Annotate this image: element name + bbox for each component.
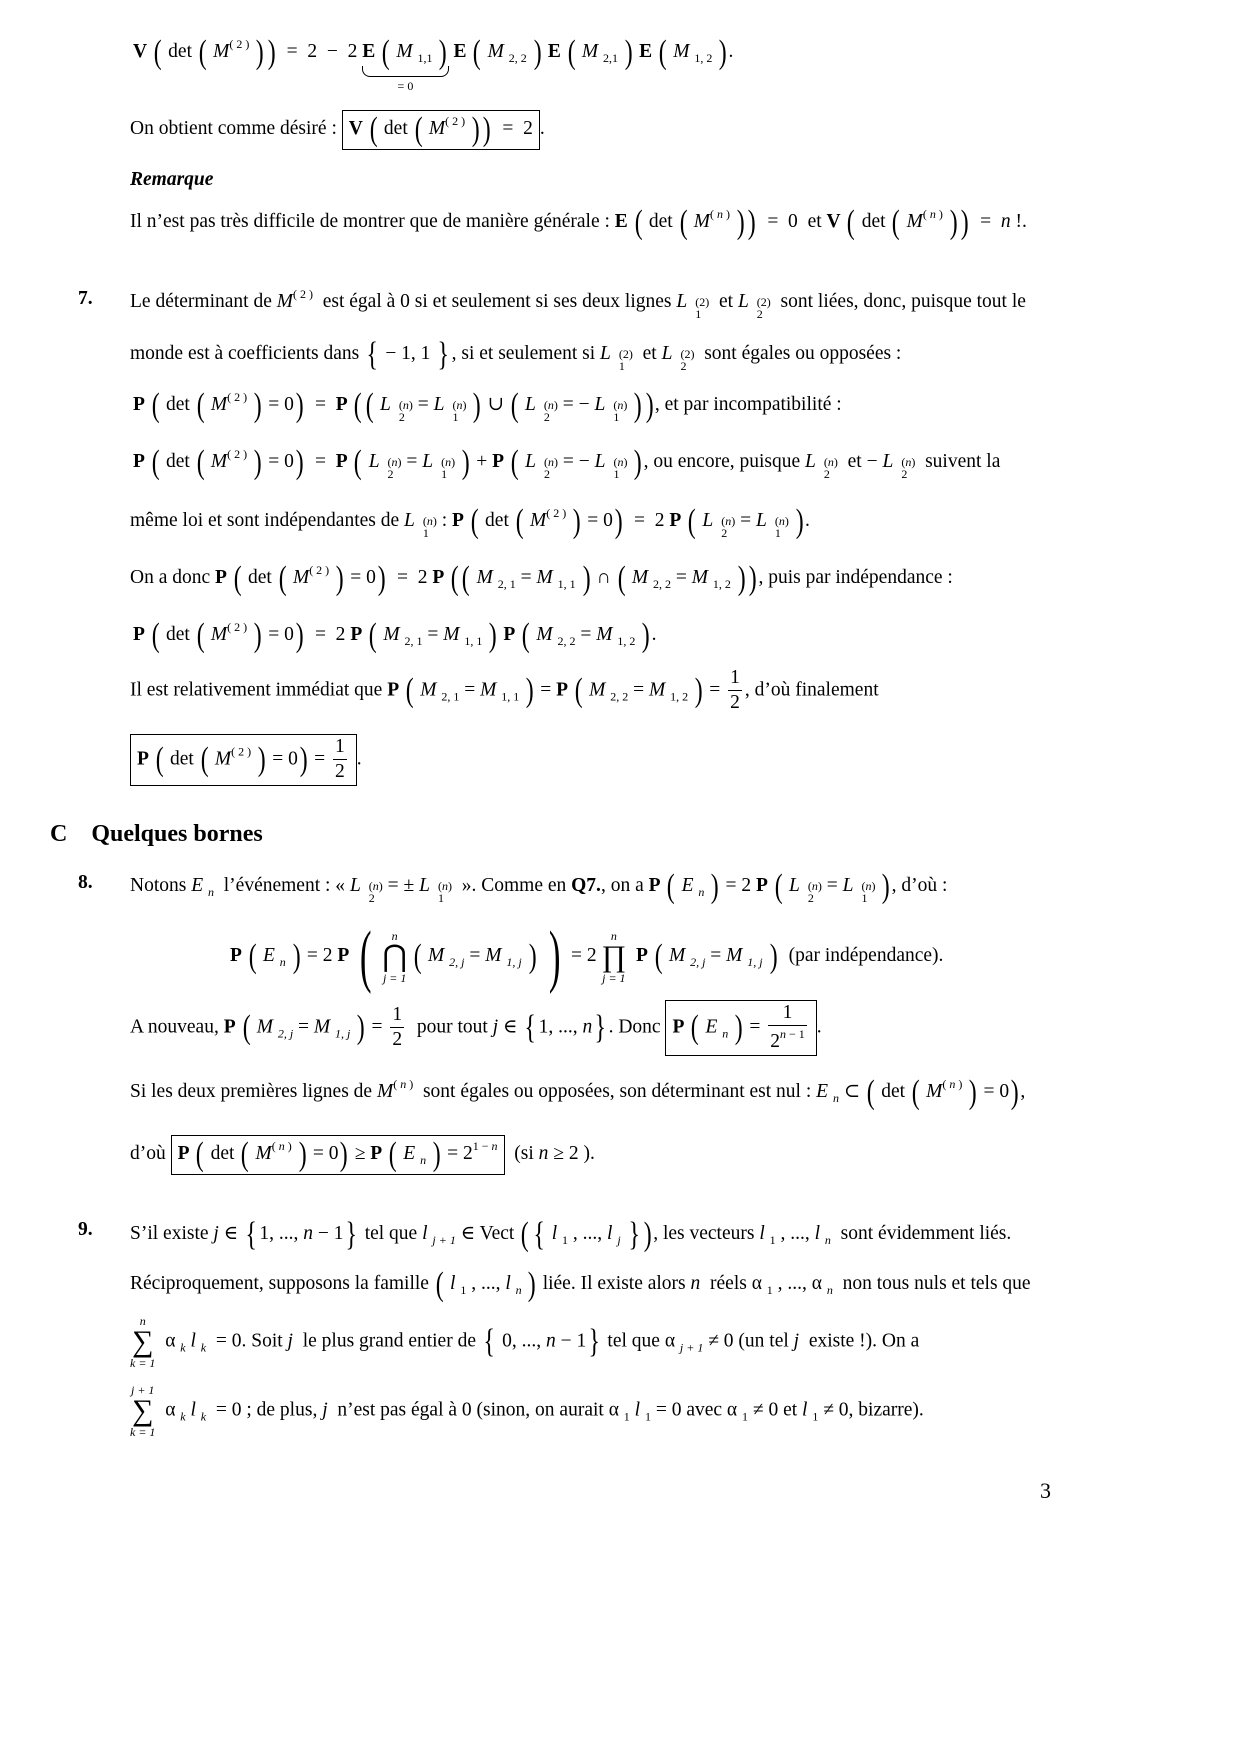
q9-line-2: Réciproquement, supposons la famille ( l $_1$ , ..., l $_n$ ) liée. Il existe alors n réels α $_1$ , ..., α $_n$ non tous nuls et tels que — [130, 1266, 1031, 1303]
q8-a-nouveau: A nouveau, P ( M $_{2, j}$ = M $_{1, j}$ ) = $\frac{1}{2}$ pour tout j ∈ { 1, ..., n} . Donc P ( E $_n$ ) = $\frac{1}{2^{n - 1}}$ . — [130, 1000, 822, 1056]
remarque-text: Il n’est pas très difficile de montrer que de manière générale : — [130, 211, 610, 232]
q7-text-c: sont liées, donc, puisque tout le — [780, 291, 1026, 312]
q8-q7-reference: Q7. — [571, 875, 601, 896]
q9-telque-text: tel que — [607, 1330, 660, 1352]
q7-incompat-text: , et par incompatibilité : — [654, 394, 842, 415]
q7-douf-text: , d’où finalement — [744, 679, 879, 701]
q7-onadonc-text: On a donc — [130, 567, 211, 588]
q9-line-4: j + 1 ∑ k = 1 α $_k$ l $_k$ = 0 ; de plus, j n’est pas égal à 0 (sinon, on aurait α $_1$ l $_1$ = 0 avec α $_1$ ≠ 0 et l $_1$ ≠ 0, bizarre). — [130, 1383, 924, 1439]
q8-dou2-text: d’où — [130, 1143, 166, 1164]
q7-line-2: monde est à coefficients dans { − 1, 1 } , si et seulement si L (2) 1 et L (2) 2 sont égales ou opposées : — [130, 336, 902, 373]
q9-reels-text: réels — [710, 1273, 747, 1294]
q7-text-b: est égal à 0 si et seulement si ses deux lignes — [322, 291, 672, 312]
q8-notons-text: Notons — [130, 875, 187, 896]
q7-eq-indep: P ( det ( $M^{( 2 )}$ ) = 0) = 2 P ( M $_{2, 1}$ = M $_{1, 1}$ ) P ( M $_{2, 2}$ = M $_{1, 2}$ ). — [133, 617, 657, 654]
q7-memeloi-text: même loi et sont indépendantes de — [130, 510, 400, 531]
q8-dou-text: , d’où : — [891, 875, 948, 896]
q7-text-f: sont égales ou opposées : — [704, 343, 902, 364]
q8-parindep-text: (par indépendance). — [788, 945, 944, 966]
q8-dou-bound: d’où P ( det ( $M^{( n )}$ ) = 0) ≥ P ( E $_n$ ) = $2^{1 - n}$ (si n ≥ 2 ). — [130, 1136, 595, 1173]
et-word: et — [783, 1399, 798, 1421]
q7-on-a-donc: On a donc P ( det ( $M^{( 2 )}$ ) = 0) = 2 P (( M $_{2, 1}$ = M $_{1, 1}$ ) ∩ ( M $_{2, 2}$ = M $_{1, 2}$ )), puis par indépendance : — [130, 560, 953, 597]
q8-donc-text: . Donc — [608, 1016, 661, 1038]
q8-anouveau-text: A nouveau, — [130, 1016, 219, 1038]
q9-line-3: n ∑ k = 1 α $_k$ l $_k$ = 0. Soit j le plus grand entier de { 0, ..., n − 1} tel que α $_{j + 1}$ ≠ 0 (un tel j existe !). On a — [130, 1314, 920, 1370]
boxed-prob-det-zero: P ( det ( $M^{( 2 )}$ ) = 0) = $\frac{1}{2}$ — [130, 734, 357, 786]
q7-text-a: Le déterminant de — [130, 291, 272, 312]
q8-si-les-text: Si les deux premières lignes de — [130, 1081, 373, 1102]
q7-meme-loi: même loi et sont indépendantes de L (n) 1 : P ( det ( $M^{( 2 )}$ ) = 0) = 2 P ( L (n) 2 = L (n) 1 ). — [130, 503, 810, 540]
remarque-title: Remarque — [130, 169, 214, 190]
q9-sontev-text: sont évidemment liés. — [840, 1223, 1012, 1244]
q7-eq-sum: P ( det ( $M^{( 2 )}$ ) = 0) = P ( L (n) 2 = L (n) 1 ) + P ( L (n) 2 = − L (n) 1 ), ou encore, puisque L (n) 2 et − L (n) 2 suivent la — [133, 444, 1001, 481]
q7-suivent-text: suivent la — [925, 451, 1001, 472]
q7-eq-union: P ( det ( $M^{( 2 )}$ ) = 0) = P (( L (n) 2 = L (n) 1 ) ∪ ( L (n) 2 = − L (n) 1 )), et par incompatibilité : — [133, 387, 842, 424]
q9-nest-text: n’est pas égal à — [337, 1399, 458, 1421]
q8-sin-text: (si — [514, 1143, 534, 1164]
q9-bizarre-text: , bizarre). — [848, 1399, 924, 1421]
section-heading — [50, 822, 263, 846]
q9-sil-text: S’il existe — [130, 1223, 209, 1244]
q7-text-d: monde est à coefficients dans — [130, 343, 360, 364]
q9-sinon-text: (sinon, on aurait — [476, 1399, 604, 1421]
remarque-line: Il n’est pas très difficile de montrer que de manière générale : E ( det ( $M^{( n )}$ )) = 0 et V ( det ( $M^{( n )}$ )) = n !. — [130, 204, 1027, 241]
q9-liee-text: liée. Il existe alors — [542, 1273, 686, 1294]
q9-telque-text: tel que — [364, 1223, 418, 1244]
eq-variance-expansion: V ( det ( $M^{( 2 )}$ )) = 2 − 2 E ( M $_{1,1}$ ) = 0 E ( M $_{2, 2}$ ) E ( M $_{2,1}$ ) E ( M $_{1, 2}$ ). — [133, 34, 734, 93]
q9-avec-text: avec — [686, 1399, 723, 1421]
q7-puis-text: , puis par indépendance : — [758, 567, 953, 588]
boxed-variance-result: V ( det ( $M^{( 2 )}$ )) = 2 — [342, 110, 540, 150]
q9-lesvect-text: , les vecteurs — [653, 1223, 755, 1244]
result-variance-line: On obtient comme désiré : V ( det ( $M^{( 2 )}$ )) = 2. — [130, 111, 545, 148]
question-9-label: 9. — [78, 1219, 93, 1240]
q8-comme-text: ». Comme en — [461, 875, 567, 896]
boxed-lower-bound: P ( det ( $M^{( n )}$ ) = 0) ≥ P ( E $_n$ ) = $2^{1 - n}$ — [171, 1135, 505, 1175]
question-8-label: 8. — [78, 872, 93, 893]
obtient-text: On obtient comme désiré : — [130, 118, 337, 139]
et-word: et — [642, 343, 657, 364]
underbrace-term: E ( M $_{1,1}$ ) = 0 — [362, 34, 447, 93]
q9-plusgrand-text: le plus grand entier de — [302, 1330, 476, 1352]
page-number: 3 — [1040, 1478, 1051, 1503]
et-word: et — [718, 291, 734, 312]
q8-pourtout-text: pour tout — [416, 1016, 488, 1038]
q9-deplus-text: ; de plus, — [246, 1399, 318, 1421]
q7-text-e: , si et seulement si — [451, 343, 596, 364]
q8-eq-product: P ( E $_n$ ) = 2 P ( n ⋂ j = 1 ( M $_{2, j}$ = M $_{1, j}$ ) ) = 2 n ∏ j = 1 P ( M $_{2, j}$ = M $_{1, j}$ ) (par indépendance). — [230, 918, 944, 995]
q7-final-result: P ( det ( $M^{( 2 )}$ ) = 0) = $\frac{1}{2}$ . — [130, 734, 362, 786]
question-7-label: 7. — [78, 288, 93, 309]
q8-ona-text: , on a — [600, 875, 644, 896]
q9-untel-text: (un tel — [738, 1330, 789, 1352]
q9-existe-text: existe !). On a — [808, 1330, 920, 1352]
et-word: et — [807, 211, 822, 232]
q7-il-est: Il est relativement immédiat que P ( M $_{2, 1}$ = M $_{1, 1}$ ) = P ( M $_{2, 2}$ = M $_{1, 2}$ ) = $\frac{1}{2}$ , d’où finalement — [130, 667, 879, 714]
q7-ilest-text: Il est relativement immédiat que — [130, 679, 383, 701]
et-word: et — [847, 451, 862, 472]
q8-si-les-deux: Si les deux premières lignes de $M^{( n )}$ sont égales ou opposées, son déterminant est nul : E $_n$ ⊂ ( det ( $M^{( n )}$ ) = 0), — [130, 1074, 1026, 1111]
q7-line-1: Le déterminant de $M^{( 2 )}$ est égal à 0 si et seulement si ses deux lignes L (2) 1 et L (2) 2 sont liées, donc, puisque tout le — [130, 287, 1026, 321]
q9-recip-text: Réciproquement, supposons la famille — [130, 1273, 429, 1294]
q8-sont-egales-text: sont égales ou opposées, son déterminant est nul : — [422, 1081, 812, 1102]
fraction-one-half: $\frac{1}{2}$ — [730, 667, 740, 714]
q9-line-1: S’il existe j ∈ { 1, ..., n − 1} tel que l $_{j + 1}$ ∈ Vect ( { l $_1$ , ..., l $_j$ } ), les vecteurs l $_1$ , ..., l $_n$ sont évidemment liés. — [130, 1216, 1012, 1253]
q7-ouencore-text: , ou encore, puisque — [643, 451, 801, 472]
q8-levent-text: l’événement : « — [223, 875, 346, 896]
boxed-prob-en: P ( E $_n$ ) = $\frac{1}{2^{n - 1}}$ — [665, 1000, 816, 1056]
q9-soitj-text: . Soit — [241, 1330, 283, 1352]
underbrace-label: = 0 — [397, 79, 414, 93]
q9-nontous-text: non tous nuls et tels que — [842, 1273, 1031, 1294]
q8-line-1: Notons E $_n$ l’événement : « L (n) 2 = ± L (n) 1 ». Comme en Q7., on a P ( E $_n$ ) = 2 P ( L (n) 2 = L (n) 1 ), d’où : — [130, 868, 948, 905]
section-title: Quelques bornes — [91, 821, 263, 847]
section-letter: C — [50, 821, 68, 847]
